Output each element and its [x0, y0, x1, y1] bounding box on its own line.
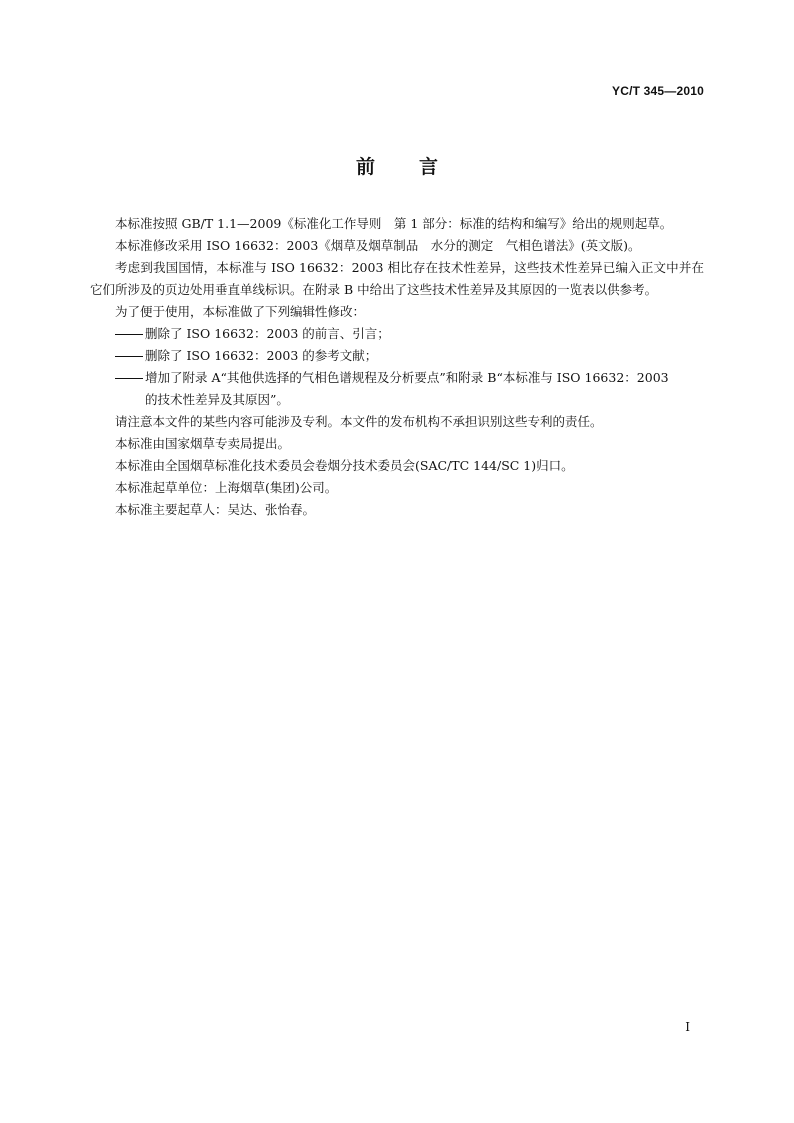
title-char-1: 前 — [355, 156, 375, 178]
dash-mark — [115, 345, 145, 346]
dash-mark — [115, 367, 145, 368]
paragraph-drafting-rules: 本标准按照 GB/T 1.1—2009《标准化工作导则 第 1 部分：标准的结构和编写》给出的规则起草。 — [115, 216, 673, 231]
paragraph-responsible-committee: 本标准由全国烟草标准化技术委员会卷烟分技术委员会(SAC/TC 144/SC 1)归口。 — [115, 458, 574, 473]
title-char-2: 言 — [419, 156, 439, 178]
page-title — [0, 152, 794, 179]
edit-item-1 — [90, 323, 704, 345]
paragraph-proposed-by: 本标准由国家烟草专卖局提出。 — [115, 436, 291, 451]
edit-item-text: 增加了附录 A“其他供选择的气相色谱规程及分析要点”和附录 B“本标准与 ISO 16632：2003 — [145, 370, 669, 385]
paragraph-technical-differences: 考虑到我国国情，本标准与 ISO 16632：2003 相比存在技术性差异，这些技术性差异已编入正文中并在它们所涉及的页边处用垂直单线标识。在附录 B 中给出了这些技术性差异及其原因的一览表以供参考。 — [90, 260, 704, 297]
edit-item-2 — [90, 345, 704, 367]
paragraph-adoption: 本标准修改采用 ISO 16632：2003《烟草及烟草制品 水分的测定 气相色谱法》(英文版)。 — [115, 238, 641, 253]
dash-mark — [115, 323, 145, 324]
edit-item-3-continuation: 的技术性差异及其原因”。 — [145, 392, 289, 407]
paragraph-patent-notice: 请注意本文件的某些内容可能涉及专利。本文件的发布机构不承担识别这些专利的责任。 — [115, 414, 603, 429]
edit-item-text: 删除了 ISO 16632：2003 的前言、引言； — [145, 326, 390, 341]
standard-code: YC/T 345—2010 — [612, 84, 704, 98]
paragraph-drafting-unit: 本标准起草单位：上海烟草(集团)公司。 — [115, 480, 338, 495]
paragraph-editorial-intro: 为了便于使用，本标准做了下列编辑性修改： — [115, 304, 366, 319]
paragraph-drafters: 本标准主要起草人：吴达、张怡春。 — [115, 502, 316, 517]
foreword-body — [90, 213, 704, 521]
edit-item-3 — [90, 367, 704, 389]
page-number: I — [685, 1020, 690, 1034]
edit-item-text: 删除了 ISO 16632：2003 的参考文献； — [145, 348, 378, 363]
